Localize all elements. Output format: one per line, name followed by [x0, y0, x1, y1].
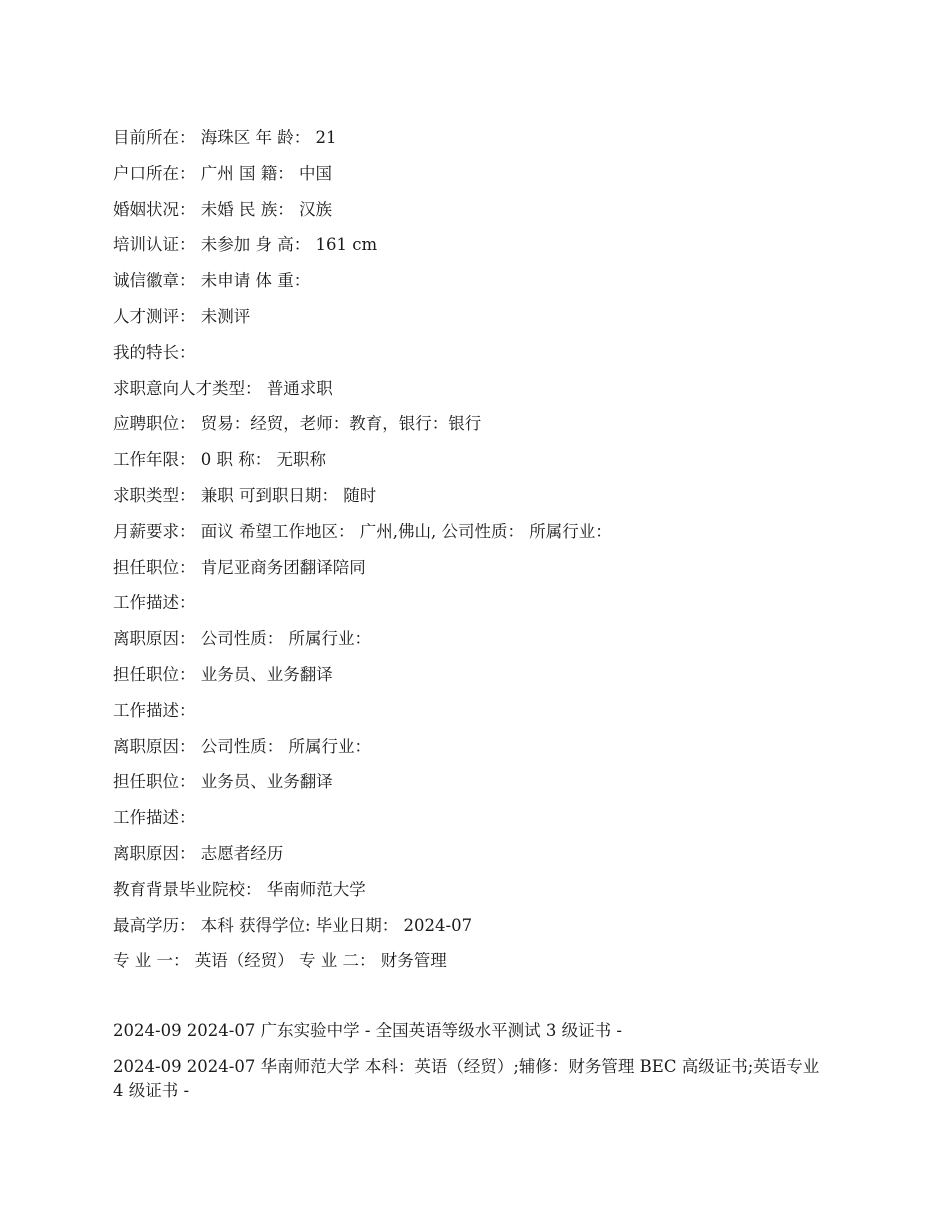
- education-entry: 2024-09 2024-07 广东实验中学 - 全国英语等级水平测试 3 级证书 -: [113, 1021, 622, 1041]
- field-leave-reason-2: 离职原因： 公司性质： 所属行业：: [113, 736, 371, 756]
- field-position-2: 担任职位： 业务员、业务翻译: [113, 664, 333, 684]
- field-current-location: 目前所在： 海珠区 年 龄： 21: [113, 128, 337, 147]
- field-work-years: 工作年限： 0 职 称： 无职称: [113, 450, 326, 470]
- field-job-desc-3: 工作描述：: [113, 808, 196, 828]
- field-integrity-badge: 诚信徽章： 未申请 体 重：: [113, 271, 311, 291]
- field-leave-reason-1: 离职原因： 公司性质： 所属行业：: [113, 629, 371, 649]
- field-marital-status: 婚姻状况： 未婚 民 族： 汉族: [113, 199, 332, 219]
- field-training: 培训认证： 未参加 身 高： 161 cm: [113, 235, 378, 255]
- field-salary: 月薪要求： 面议 希望工作地区： 广州,佛山, 公司性质： 所属行业：: [113, 521, 612, 541]
- section-spacer: [113, 983, 833, 1019]
- resume-document: [113, 124, 833, 1115]
- field-specialty: 我的特长：: [113, 342, 196, 362]
- field-job-desc-1: 工作描述：: [113, 593, 196, 613]
- field-job-type: 求职意向人才类型： 普通求职: [113, 378, 333, 398]
- field-position-1: 担任职位： 肯尼亚商务团翻译陪同: [113, 557, 366, 577]
- field-talent-assessment: 人才测评： 未测评: [113, 306, 251, 326]
- field-employment-type: 求职类型： 兼职 可到职日期： 随时: [113, 485, 377, 505]
- field-major: 专 业 一： 英语（经贸） 专 业 二： 财务管理: [113, 951, 447, 971]
- field-applied-position: 应聘职位： 贸易：经贸，老师：教育，银行：银行: [113, 414, 482, 434]
- field-school: 教育背景毕业院校： 华南师范大学: [113, 879, 366, 899]
- education-entry: 2024-09 2024-07 华南师范大学 本科：英语（经贸）;辅修：财务管理 BEC 高级证书;英语专业 4 级证书 -: [113, 1057, 820, 1101]
- field-position-3: 担任职位： 业务员、业务翻译: [113, 772, 333, 792]
- field-hukou: 户口所在： 广州 国 籍： 中国: [113, 163, 332, 183]
- field-job-desc-2: 工作描述：: [113, 700, 196, 720]
- field-degree: 最高学历： 本科 获得学位: 毕业日期： 2024-07: [113, 915, 473, 935]
- field-leave-reason-3: 离职原因： 志愿者经历: [113, 843, 284, 863]
